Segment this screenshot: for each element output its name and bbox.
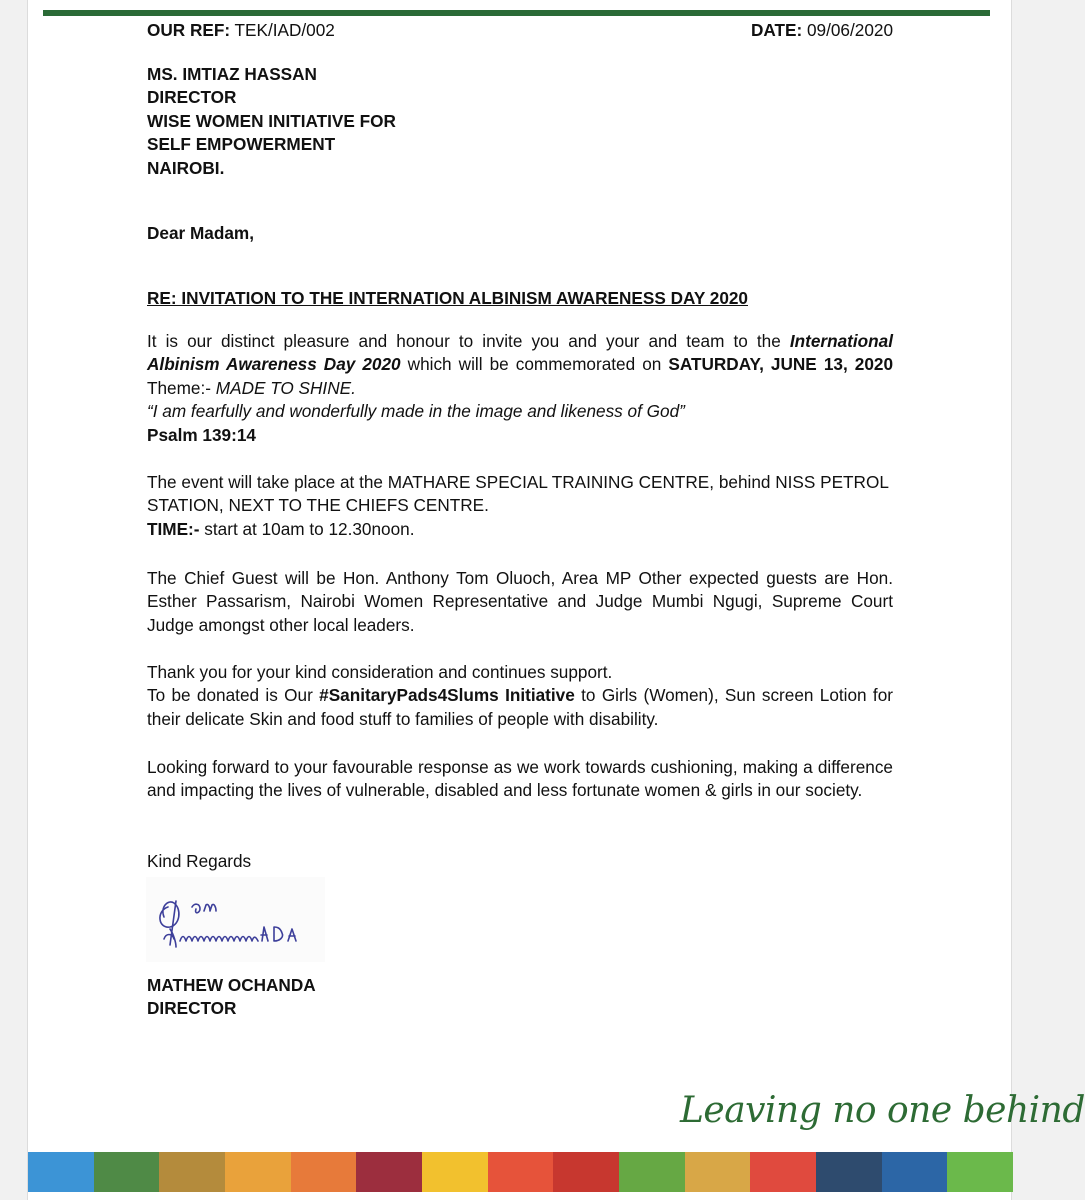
kind-regards: Kind Regards	[147, 851, 252, 871]
signatory-title: DIRECTOR	[147, 998, 237, 1019]
stripe-segment	[488, 1152, 554, 1192]
stripe-segment	[159, 1152, 225, 1192]
recipient-address	[147, 63, 893, 180]
stripe-segment	[94, 1152, 160, 1192]
letter-date: DATE: 09/06/2020	[750, 20, 893, 40]
recipient-org-line2: SELF EMPOWERMENT	[147, 134, 336, 155]
stripe-segment	[685, 1152, 751, 1192]
stripe-segment	[28, 1152, 94, 1192]
recipient-org-line1: WISE WOMEN INITIATIVE FOR	[147, 110, 396, 131]
salutation: Dear Madam,	[147, 223, 254, 243]
footer-color-stripe	[28, 1152, 1013, 1192]
reference: OUR REF: TEK/IAD/002	[147, 20, 335, 40]
venue-paragraph: The event will take place at the MATHARE SPECIAL TRAINING CENTRE, behind NISS PETROL STATION, NEXT TO THE CHIEFS CENTRE. TIME:- start at 10am to 12.30noon.	[147, 471, 893, 541]
closing-paragraph: Looking forward to your favourable response as we work towards cushioning, making a difference and impacting the lives of vulnerable, disabled and less fortunate women & girls in our society.	[147, 757, 893, 801]
donation-paragraph: Thank you for your kind consideration and continues support. To be donated is Our #SanitaryPads4Slums Initiative to Girls (Women), Sun screen Lotion for their delicate Skin and food stuff to families of people with disability.	[147, 662, 893, 729]
stripe-segment	[816, 1152, 882, 1192]
letter-header	[147, 19, 893, 42]
stripe-segment	[947, 1152, 1013, 1192]
guests-paragraph: The Chief Guest will be Hon. Anthony Tom Oluoch, Area MP Other expected guests are Hon. Esther Passarism, Nairobi Women Representative and Judge Mumbi Ngugi, Supreme Court Judge amongst other local leaders.	[147, 568, 893, 635]
recipient-title: DIRECTOR	[147, 87, 237, 108]
signature-image	[146, 877, 325, 962]
signature-scribble	[146, 877, 325, 962]
top-rule	[43, 10, 990, 16]
footer-slogan: Leaving no one behind	[680, 1090, 1085, 1131]
stripe-segment	[291, 1152, 357, 1192]
recipient-name: MS. IMTIAZ HASSAN	[147, 64, 317, 84]
subject-line: RE: INVITATION TO THE INTERNATION ALBINISM AWARENESS DAY 2020	[147, 288, 748, 308]
recipient-city: NAIROBI.	[147, 157, 225, 178]
stripe-segment	[750, 1152, 816, 1192]
stripe-segment	[225, 1152, 291, 1192]
letter-page	[27, 0, 1085, 1200]
event-name: International Albinism Awareness Day 2020	[147, 331, 893, 375]
stripe-segment	[553, 1152, 619, 1192]
event-date: SATURDAY, JUNE 13, 2020	[668, 354, 893, 375]
invitation-paragraph: It is our distinct pleasure and honour to invite you and your and team to the International Albinism Awareness Day 2020 which will be commemorated on SATURDAY, JUNE 13, 2020 Theme:- MADE TO SHINE. “I am fearfully and wonderfully made in the image and likeness of God” Psalm 139:14	[147, 330, 893, 447]
stripe-segment	[356, 1152, 422, 1192]
stripe-segment	[619, 1152, 685, 1192]
signatory-block	[147, 974, 893, 1021]
initiative-name: #SanitaryPads4Slums Initiative	[319, 685, 575, 706]
stripe-segment	[882, 1152, 948, 1192]
scripture-quote: “I am fearfully and wonderfully made in the image and likeness of God”	[147, 401, 685, 422]
scripture-reference: Psalm 139:14	[147, 424, 256, 445]
event-time: TIME:- start at 10am to 12.30noon.	[147, 518, 415, 539]
event-theme: MADE TO SHINE.	[215, 377, 356, 398]
signatory-name: MATHEW OCHANDA	[147, 975, 316, 995]
stripe-segment	[422, 1152, 488, 1192]
